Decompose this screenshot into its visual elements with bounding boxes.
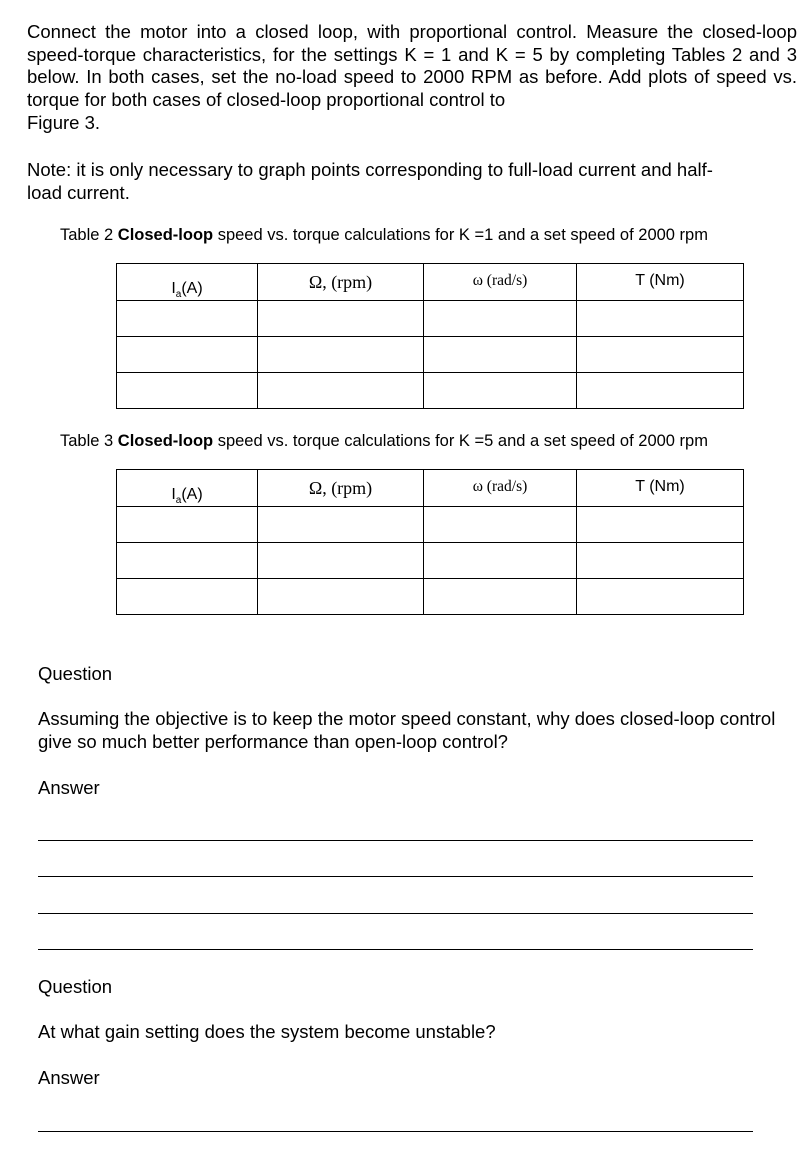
question2-text: At what gain setting does the system become unstable? [38,1021,496,1042]
table2-header-current [117,264,258,301]
table2-header-speed-rad [424,264,577,301]
speed-rpm-label: Ω, (rpm) [308,478,373,498]
table2-caption-prefix: Table 2 [60,226,118,244]
table-cell[interactable] [258,373,424,409]
table-row [117,543,744,579]
table-row [117,301,744,337]
answer1-line-2[interactable] [38,876,753,877]
table-cell[interactable] [258,543,424,579]
table-cell[interactable] [258,301,424,337]
table3-caption [60,432,708,451]
table-cell[interactable] [577,543,744,579]
table-cell[interactable] [117,373,258,409]
answer2-label: Answer [38,1067,100,1088]
question1-text: Assuming the objective is to keep the motor speed constant, why does closed-loop control give so much better performance than open-loop control? [38,708,776,752]
table3-header-speed-rpm [258,470,424,507]
speed-rad-label: ω (rad/s) [472,272,528,289]
table3-header-row [117,470,744,507]
intro-paragraph [27,21,797,135]
question1-label: Question [38,663,113,684]
table-row [117,337,744,373]
table-cell[interactable] [577,579,744,615]
table3-caption-bold: Closed-loop [117,432,214,450]
table-cell[interactable] [424,373,577,409]
current-subscript: a [175,495,182,507]
table2-header-row [117,264,744,301]
table-cell[interactable] [424,507,577,543]
table-cell[interactable] [577,507,744,543]
table3-caption-prefix: Table 3 [60,432,118,450]
table-row [117,507,744,543]
table-row [117,579,744,615]
table-cell[interactable] [577,301,744,337]
table3-caption-suffix: speed vs. torque calculations for K =5 and a set speed of 2000 rpm [213,432,708,450]
answer1-line-1[interactable] [38,840,753,841]
table3-header-torque [577,470,744,507]
answer1-label: Answer [38,777,100,798]
table2-caption-bold: Closed-loop [117,226,214,244]
torque-label: T (Nm) [635,272,685,289]
table2-caption-suffix: speed vs. torque calculations for K =1 and a set speed of 2000 rpm [213,226,708,244]
current-symbol: I [171,486,176,503]
intro-text-last: Figure 3. [27,111,101,133]
table-cell[interactable] [117,337,258,373]
note-text: Note: it is only necessary to graph points corresponding to full-load current and half- [27,159,713,180]
table-cell[interactable] [424,579,577,615]
table-row [117,373,744,409]
table-cell[interactable] [424,301,577,337]
table-cell[interactable] [117,507,258,543]
current-unit: (A) [181,280,203,297]
current-unit: (A) [181,486,203,503]
table2-caption [60,226,708,245]
table3-header-current [117,470,258,507]
note-paragraph [27,159,797,204]
answer2-line-1[interactable] [38,1131,753,1132]
table-cell[interactable] [117,579,258,615]
table-cell[interactable] [117,301,258,337]
table3 [116,469,744,615]
table2-header-torque [577,264,744,301]
torque-label: T (Nm) [635,478,685,495]
current-symbol: I [171,280,176,297]
table-cell[interactable] [577,373,744,409]
table2 [116,263,744,409]
table-cell[interactable] [258,337,424,373]
note-text-last: load current. [27,181,130,203]
table-cell[interactable] [577,337,744,373]
table3-header-speed-rad [424,470,577,507]
table2-header-speed-rpm [258,264,424,301]
speed-rad-label: ω (rad/s) [472,478,528,495]
current-subscript: a [175,289,182,301]
question2-label: Question [38,976,113,997]
answer1-line-4[interactable] [38,949,753,950]
speed-rpm-label: Ω, (rpm) [308,272,373,292]
intro-text: Connect the motor into a closed loop, with proportional control. Measure the closed-loop speed-torque characteristics, for the settings K = 1 and K = 5 by completing Tables 2 and 3 below. In both cases, set the no-load speed to 2000 RPM as before. Add plots of speed vs. torque for both cases of closed-loop proportional control to [27,21,797,111]
table-cell[interactable] [258,507,424,543]
table-cell[interactable] [424,543,577,579]
answer1-line-3[interactable] [38,913,753,914]
table-cell[interactable] [258,579,424,615]
table-cell[interactable] [117,543,258,579]
table-cell[interactable] [424,337,577,373]
